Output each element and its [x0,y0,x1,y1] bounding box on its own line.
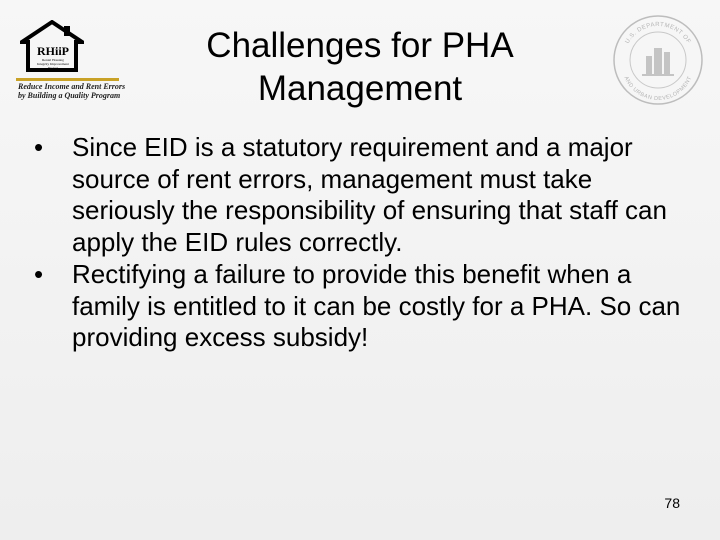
page-number: 78 [664,495,680,511]
bullet-marker: • [34,132,44,162]
rhiip-logo [14,20,124,110]
logo-divider-bar [16,78,119,81]
seal-arc-top: U.S. DEPARTMENT OF [624,21,692,45]
bullet-text: Rectifying a failure to provide this benefit when a family is entitled to it can be costly for a PHA. So can providing excess subsidy! [72,259,681,352]
rhiip-tagline: Reduce Income and Rent Errors by Building a Quality Program [18,82,126,100]
seal-arc-bottom: AND URBAN DEVELOPMENT [622,75,694,103]
title-line-1: Challenges for PHA [206,26,514,65]
bullet-item [34,259,694,354]
rhiip-wordmark: RHiiP [37,44,69,58]
slide-title [150,24,570,110]
svg-text:U.S. DEPARTMENT OF [625,22,692,45]
bullet-marker: • [34,259,44,289]
title-line-2: Management [257,69,463,108]
hud-seal-icon [610,12,706,108]
bullet-item [34,132,694,258]
bullet-text: Since EID is a statutory requirement and a major source of rent errors, management must take seriously the responsibility of ensuring that staff can apply the EID rules correctly. [72,132,667,257]
rhiip-subtext: Rental Housing Integrity Improvement Project [37,58,69,70]
bullet-list [34,132,694,355]
svg-text:AND URBAN DEVELOPMENT [623,75,694,102]
